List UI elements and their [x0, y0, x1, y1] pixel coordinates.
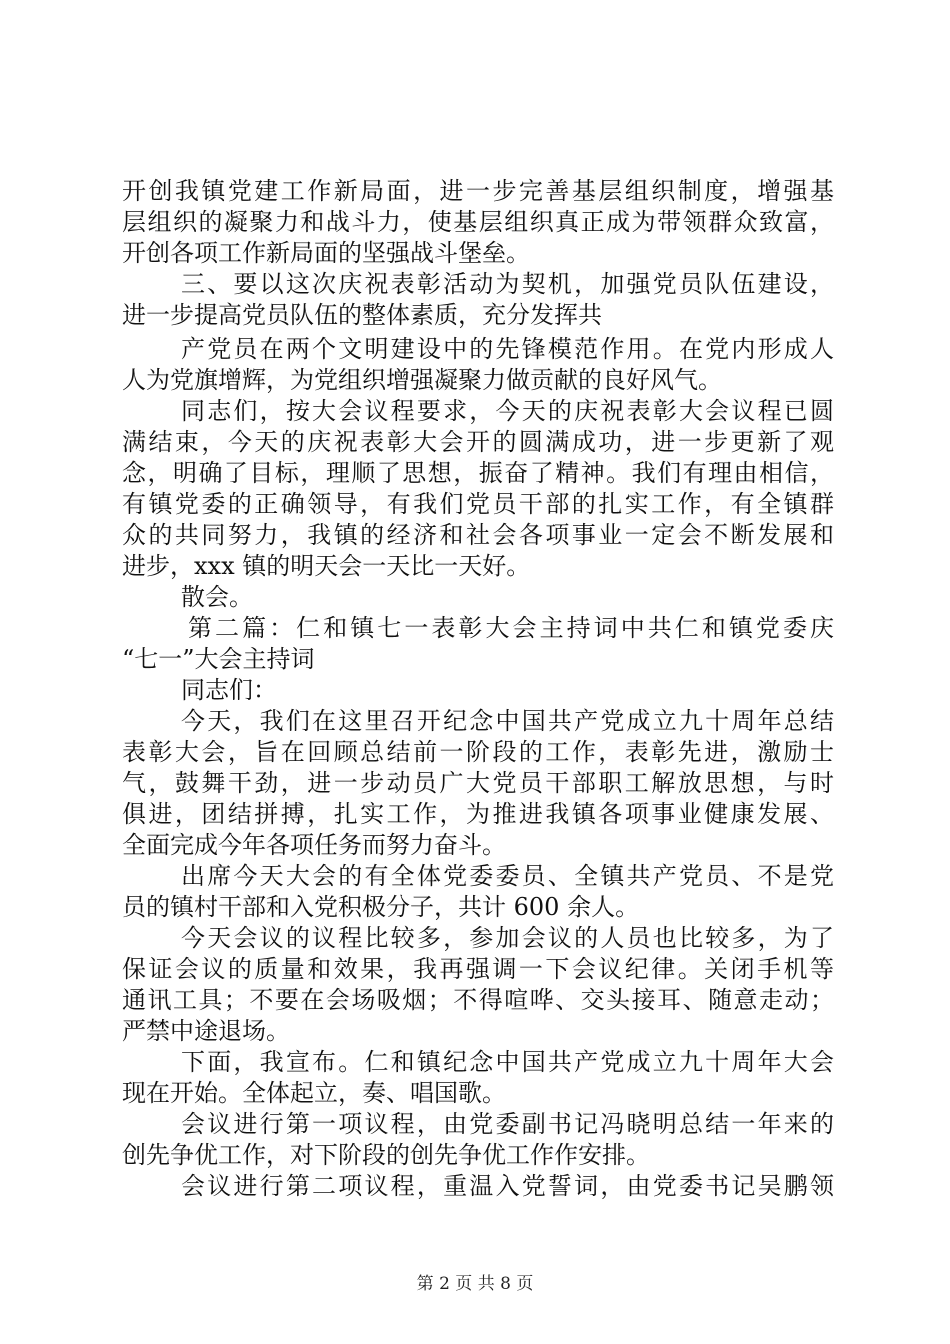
text-line: 人为党旗增辉，为党组织增强凝聚力做贡献的良好风气。 [122, 366, 722, 394]
text-line: 开创我镇党建工作新局面，进一步完善基层组织制度，增强基 [122, 177, 834, 205]
text-line: 进步，xxx 镇的明天会一天比一天好。 [122, 552, 531, 580]
text-line: 保证会议的质量和效果，我再强调一下会议纪律。关闭手机等 [122, 955, 834, 983]
text-line: 今天，我们在这里召开纪念中国共产党成立九十周年总结 [181, 707, 834, 735]
text-line: 下面，我宣布。仁和镇纪念中国共产党成立九十周年大会 [181, 1048, 834, 1076]
text-line: 会议进行第一项议程，由党委副书记冯晓明总结一年来的 [181, 1110, 834, 1138]
text-line: 进一步提高党员队伍的整体素质，充分发挥共 [122, 301, 602, 329]
text-line: 满结束，今天的庆祝表彰大会开的圆满成功，进一步更新了观 [122, 428, 834, 456]
text-line: 出席今天大会的有全体党委委员、全镇共产党员、不是党 [181, 862, 834, 890]
text-line: 现在开始。全体起立，奏、唱国歌。 [122, 1079, 506, 1107]
text-line: 散会。 [181, 583, 253, 611]
text-line: 产党员在两个文明建设中的先锋模范作用。在党内形成人 [181, 335, 834, 363]
text-line: 众的共同努力，我镇的经济和社会各项事业一定会不断发展和 [122, 521, 834, 549]
text-line: 严禁中途退场。 [122, 1017, 290, 1045]
section-heading: “七一”大会主持词 [122, 645, 315, 673]
text-line: 同志们： [181, 676, 277, 704]
text-line: 开创各项工作新局面的坚强战斗堡垒。 [122, 239, 530, 267]
section-heading: 第二篇：仁和镇七一表彰大会主持词中共仁和镇党委庆 [188, 614, 834, 642]
page-number-footer: 第 2 页 共 8 页 [416, 1274, 534, 1294]
text-line: 创先争优工作，对下阶段的创先争优工作作安排。 [122, 1141, 650, 1169]
text-line: 三、要以这次庆祝表彰活动为契机，加强党员队伍建设， [181, 270, 834, 298]
text-line: 员的镇村干部和入党积极分子，共计 600 余人。 [122, 893, 640, 921]
text-line: 俱进，团结拼搏，扎实工作，为推进我镇各项事业健康发展、 [122, 800, 834, 828]
text-line: 表彰大会，旨在回顾总结前一阶段的工作，表彰先进，激励士 [122, 738, 834, 766]
text-line: 气，鼓舞干劲，进一步动员广大党员干部职工解放思想，与时 [122, 769, 834, 797]
text-line: 有镇党委的正确领导，有我们党员干部的扎实工作，有全镇群 [122, 490, 834, 518]
text-line: 层组织的凝聚力和战斗力，使基层组织真正成为带领群众致富， [122, 208, 834, 236]
text-line: 今天会议的议程比较多，参加会议的人员也比较多，为了 [181, 924, 834, 952]
text-line: 念，明确了目标，理顺了思想，振奋了精神。我们有理由相信， [122, 459, 834, 487]
text-line: 会议进行第二项议程，重温入党誓词，由党委书记吴鹏领 [181, 1172, 834, 1200]
text-line: 全面完成今年各项任务而努力奋斗。 [122, 831, 506, 859]
text-line: 通讯工具；不要在会场吸烟；不得喧哗、交头接耳、随意走动； [122, 986, 834, 1014]
text-line: 同志们，按大会议程要求，今天的庆祝表彰大会议程已圆 [181, 397, 834, 425]
